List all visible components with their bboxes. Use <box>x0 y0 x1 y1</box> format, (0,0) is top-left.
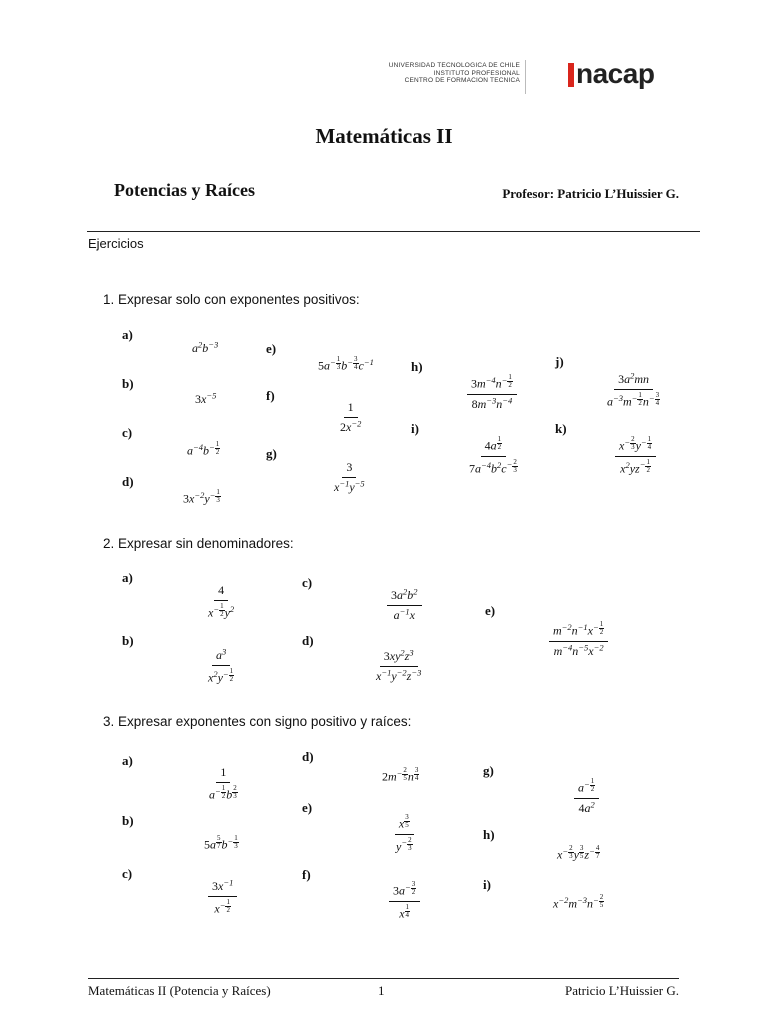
label-3c: c) <box>122 866 133 881</box>
label-3a: a) <box>122 753 133 768</box>
label-3i: i) <box>483 877 491 892</box>
institution-line-2: INSTITUTO PROFESIONAL <box>433 69 520 77</box>
label-1b: b) <box>122 376 134 391</box>
page-subtitle: Potencias y Raíces <box>114 180 255 200</box>
label-1i: i) <box>411 421 419 436</box>
label-3d: d) <box>302 749 314 764</box>
section-3-title: 3. Expresar exponentes con signo positivo y raíces: <box>103 714 412 729</box>
expr-1j: $3a^2mn$ $a^{-3}m^{- \frac{1}{2}}$ $n^{- \frac{3}{4}}$ <box>607 370 660 409</box>
label-1h: h) <box>411 359 423 374</box>
inacap-logo: nacap <box>576 58 655 89</box>
label-1c: c) <box>122 425 133 440</box>
expr-1d: $3x^{-2}y^{- \frac{1}{3}}$ <box>183 488 220 506</box>
institution-line-3: CENTRO DE FORMACION TECNICA <box>404 77 520 84</box>
expr-3g: $a^{- \frac{1}{2}}$ $4a^2$ <box>574 778 599 816</box>
expr-1a: $a^2b^{-3}$ <box>192 339 219 355</box>
label-1a: a) <box>122 327 133 342</box>
footer-author: Patricio L’Huissier G. <box>565 983 679 998</box>
expr-2b: $a^3$ $x^2y^{- \frac{1}{2}}$ <box>208 646 234 685</box>
footer-page-number: 1 <box>378 983 385 998</box>
expr-2d: $\frac{3xy^2z^3}{x^{-1}y^{-2}z^{-3}}$ <box>376 647 422 683</box>
expr-1k: $x^{- \frac{2}{3}}$ $y^{- \frac{1}{4}}$ $x^2yz^{- \frac{1}{2}}$ <box>615 436 656 476</box>
page-title: Matemáticas II <box>315 124 453 148</box>
inacap-logo-mark <box>568 63 574 87</box>
expr-1e: $5a^{- \frac{1}{3}}$ $b^{- \frac{3}{4}}$ $c^{-1}$ <box>318 355 374 373</box>
label-3b: b) <box>122 813 134 828</box>
expr-3h: $x^{- \frac{2}{3}}$ y $^{\frac{3}{5}}$ $z^{- \frac{4}{7}}$ <box>557 844 600 862</box>
footer-rule <box>88 978 679 979</box>
section-2-title: 2. Expresar sin denominadores: <box>103 536 294 551</box>
label-3h: h) <box>483 827 495 842</box>
header-rule <box>87 231 700 232</box>
section-1-title: 1. Expresar solo con exponentes positivos: <box>103 292 360 307</box>
expr-3b: 5a $^{\frac{5}{7}}$ $b^{- \frac{1}{3}}$ <box>204 834 238 852</box>
label-1d: d) <box>122 474 134 489</box>
expr-2e: $m^{-2}n^{-1}x^{- \frac{1}{2}}$ $m^{-4}n^{-5}x^{-2}$ <box>549 621 608 659</box>
header-divider <box>525 60 526 94</box>
expr-1f: $\frac{1}{2x^{-2}}$ <box>340 400 362 434</box>
expr-3e: x $^{\frac{3}{5}}$ $y^{- \frac{2}{3}}$ <box>392 814 417 854</box>
label-1j: j) <box>555 354 564 369</box>
expr-1h: $3m^{-4}n^{- \frac{1}{2}}$ $8m^{-3}n^{-4}$ <box>467 374 517 412</box>
expr-1c: $a^{-4}b^{- \frac{1}{2}}$ <box>187 440 220 458</box>
institution-names <box>389 62 520 85</box>
expr-1b: $3x^{-5}$ <box>195 390 217 406</box>
institution-line-1: UNIVERSIDAD TECNOLOGICA DE CHILE <box>388 62 520 69</box>
label-1f: f) <box>266 388 275 403</box>
label-2d: d) <box>302 633 314 648</box>
expr-3f: $3a^{- \frac{3}{2}}$ x $^{\frac{1}{4}}$ <box>389 881 420 921</box>
label-2c: c) <box>302 575 313 590</box>
expr-1i: 4a $^{\frac{1}{2}}$ $7a^{-4}b^2c^{- \frac{2}{3}}$ <box>469 435 517 476</box>
label-2e: e) <box>485 603 496 618</box>
label-3e: e) <box>302 800 313 815</box>
expr-3d: $2m^{- \frac{2}{5}}$ n $^{\frac{3}{4}}$ <box>382 766 419 784</box>
label-2a: a) <box>122 570 133 585</box>
label-1k: k) <box>555 421 567 436</box>
label-3f: f) <box>302 867 311 882</box>
expr-2c: $\frac{3a^2b^2}{a^{-1}x}$ <box>387 588 422 623</box>
expr-3c: $3x^{-1}$ $x^{- \frac{1}{2}}$ <box>208 879 237 917</box>
expr-3a: 1 $a^{- \frac{1}{2}}$ b $^{\frac{2}{3}}$ <box>209 765 237 802</box>
professor-name: Profesor: Patricio L’Huissier G. <box>502 186 679 201</box>
expr-3i: $x^{-2}m^{-3}n^{- \frac{2}{5}}$ <box>553 893 604 911</box>
label-1g: g) <box>266 446 277 461</box>
label-1e: e) <box>266 341 277 356</box>
expr-2a: 4 $x^{- \frac{1}{2}}$ $y^2$ <box>208 583 235 620</box>
label-2b: b) <box>122 633 134 648</box>
footer-course: Matemáticas II (Potencia y Raíces) <box>88 983 271 998</box>
label-3g: g) <box>483 763 494 778</box>
exercises-heading: Ejercicios <box>88 236 144 251</box>
expr-1g: $\frac{3}{x^{-1}y^{-5}}$ <box>334 460 365 494</box>
